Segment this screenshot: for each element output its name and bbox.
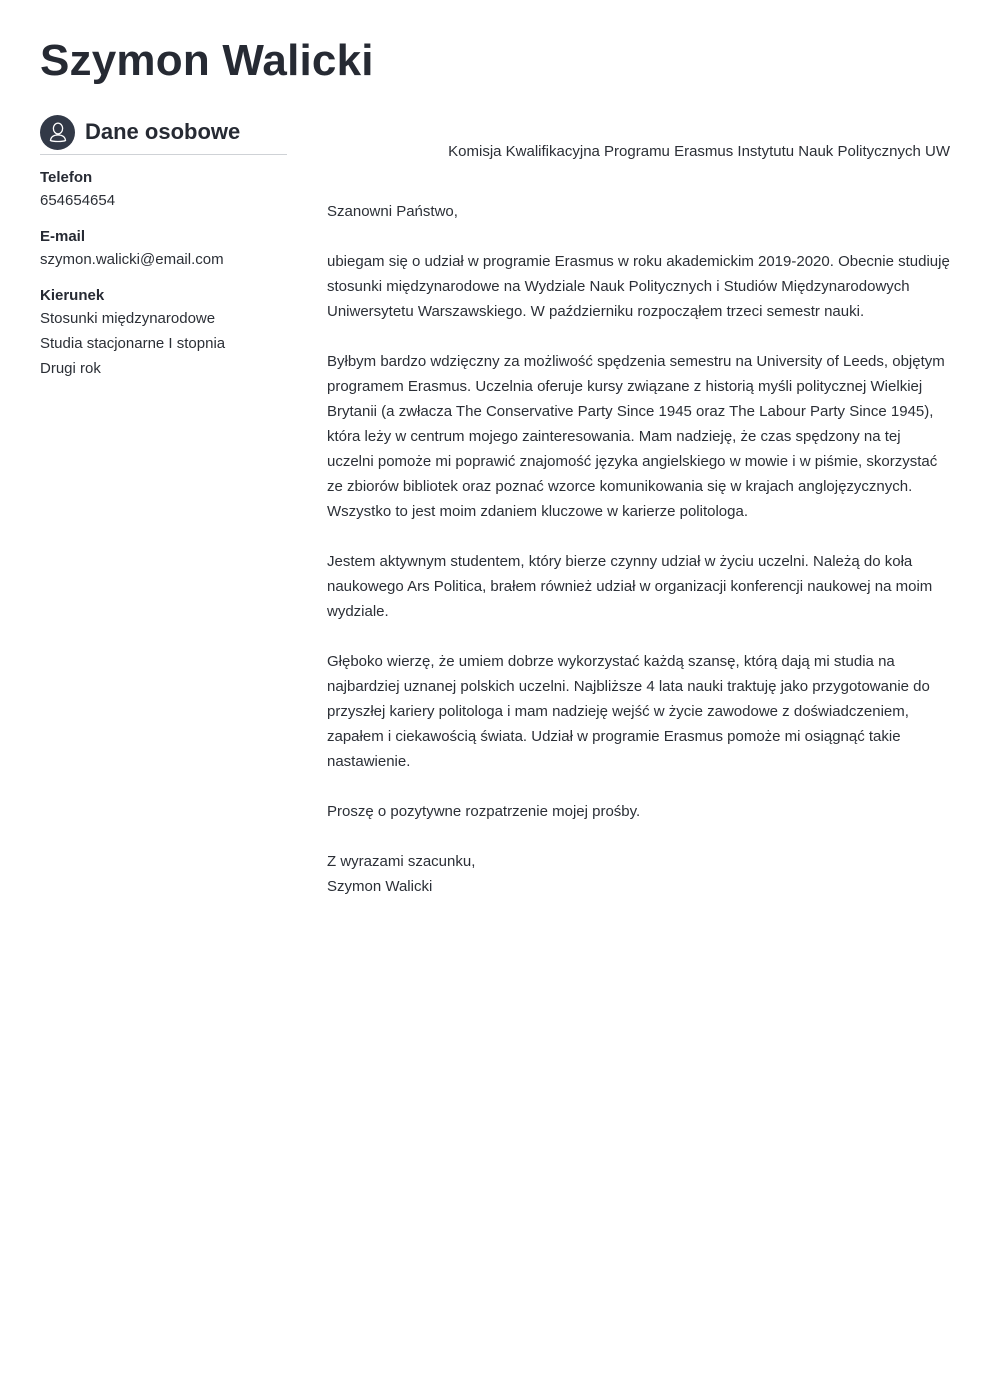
phone-value: 654654654 xyxy=(40,192,116,209)
personal-data-header xyxy=(40,114,287,155)
email-label: E-mail xyxy=(40,228,86,245)
field-of-study-label: Kierunek xyxy=(40,287,105,304)
closing xyxy=(327,849,950,899)
letter-paragraph: Byłbym bardzo wdzięczny za możliwość spędzenia semestru na University of Leeds, objętym programem Erasmus. Uczelnia oferuje kursy związane z historią myśli politycznej Wielkiej Brytanii (a zwłacza The Conservative Party Since 1945 oraz The Labour Party Since 1945), która leży w centrum mojego zainteresowania. Mam nadzieję, że czas spędzony na tej uczelni pomoże mi poprawić znajomość języka angielskiego w mowie i w piśmie, skorzystać ze zbiorów bibliotek oraz poznać wzorce komunikowania się w krajach anglojęzycznych. Wszystko to jest moim zdaniem kluczowe w karierze politologa. xyxy=(327,353,945,520)
field-of-study-line: Drugi rok xyxy=(40,360,101,377)
section-title: Dane osobowe xyxy=(85,119,241,144)
letter-paragraph: Jestem aktywnym studentem, który bierze czynny udział w życiu uczelni. Należą do koła naukowego Ars Politica, brałem również udział w organizacji konferencji naukowej na moim wydziale. xyxy=(327,553,933,620)
recipient: Komisja Kwalifikacyjna Programu Erasmus Instytutu Nauk Politycznych UW xyxy=(448,143,950,160)
sidebar xyxy=(40,114,287,381)
cover-letter xyxy=(327,139,950,899)
field-of-study-line: Stosunki międzynarodowe xyxy=(40,310,216,327)
phone-label: Telefon xyxy=(40,169,93,186)
field-of-study-line: Studia stacjonarne I stopnia xyxy=(40,335,226,352)
letter-paragraph: Proszę o pozytywne rozpatrzenie mojej prośby. xyxy=(327,803,641,820)
person-icon xyxy=(40,115,75,150)
salutation: Szanowni Państwo, xyxy=(327,203,458,220)
signature: Szymon Walicki xyxy=(327,878,433,895)
closing-phrase: Z wyrazami szacunku, xyxy=(327,853,476,870)
applicant-name: Szymon Walicki xyxy=(40,36,374,85)
letter-paragraph: Głęboko wierzę, że umiem dobrze wykorzystać każdą szansę, którą dają mi studia na najbardziej uznanej polskich uczelni. Najbliższe 4 lata nauki traktuję jako przygotowanie do przyszłej kariery politologa i mam nadzieję wejść w życie zawodowe z doświadczeniem, zapałem i ciekawością świata. Udział w programie Erasmus pomoże mi osiągnąć takie nastawienie. xyxy=(327,653,930,770)
letter-paragraph: ubiegam się o udział w programie Erasmus w roku akademickim 2019-2020. Obecnie studiuję stosunki międzynarodowe na Wydziale Nauk Politycznych i Studiów Międzynarodowych Uniwersytetu Warszawskiego. W październiku rozpocząłem trzeci semestr nauki. xyxy=(327,253,950,320)
email-value: szymon.walicki@email.com xyxy=(40,251,224,268)
